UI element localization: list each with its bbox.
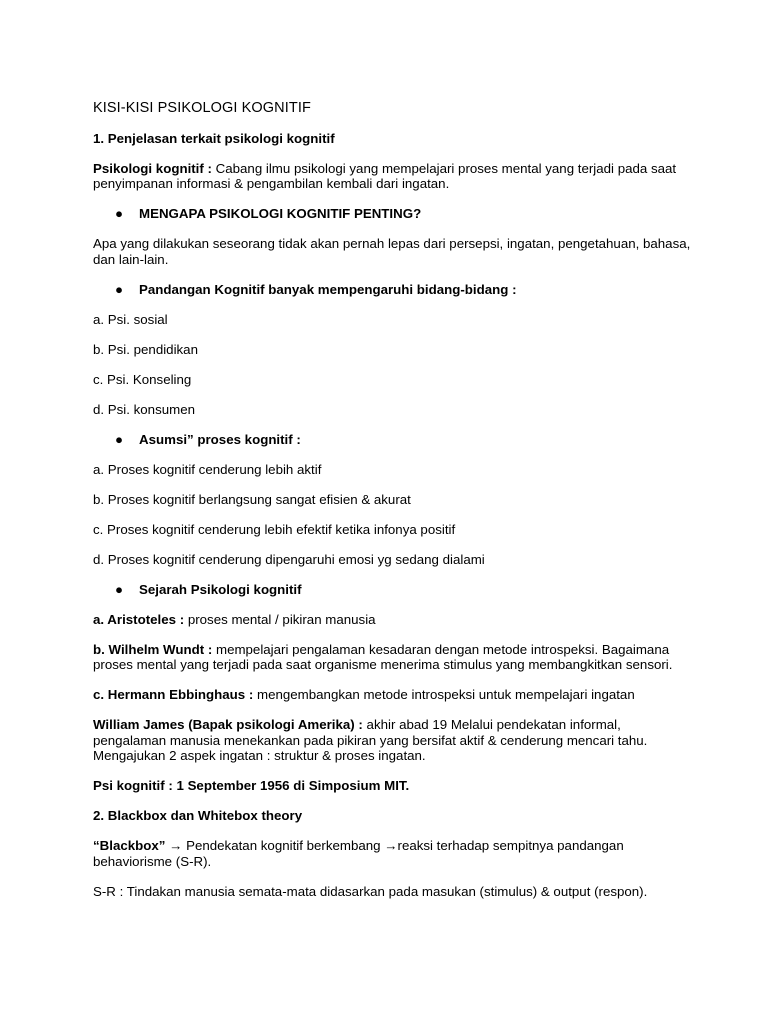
list-item: a. Proses kognitif cenderung lebih aktif [93, 461, 322, 477]
document-body [93, 101, 693, 914]
list-item: d. Proses kognitif cenderung dipengaruhi emosi yg sedang dialami [93, 551, 485, 567]
section-1-heading: 1. Penjelasan terkait psikologi kognitif [93, 130, 335, 146]
history-item-ebbinghaus: c. Hermann Ebbinghaus : mengembangkan metode introspeksi untuk mempelajari ingatan [93, 687, 635, 702]
list-item: b. Psi. pendidikan [93, 341, 198, 357]
bullet-assumptions: ● Asumsi” proses kognitif : [115, 431, 301, 447]
blackbox-text: → Pendekatan kognitif berkembang →reaksi terhadap sempitnya pandangan behaviorisme (S-R). [93, 838, 624, 869]
definition-paragraph [93, 161, 693, 192]
bullet-fields: ● Pandangan Kognitif banyak mempengaruhi bidang-bidang : [115, 281, 517, 297]
bullet-dot-icon: ● [115, 431, 124, 447]
why-important-text: Apa yang dilakukan seseorang tidak akan pernah lepas dari persepsi, ingatan, pengetahuan, bahasa, dan lain-lain. [93, 236, 691, 267]
list-item: c. Psi. Konseling [93, 371, 192, 387]
definition-term: Psikologi kognitif : [93, 160, 212, 176]
bullet-dot-icon: ● [115, 206, 124, 221]
bullet-dot-icon: ● [115, 281, 124, 297]
list-item: c. Proses kognitif cenderung lebih efektif ketika infonya positif [93, 521, 456, 537]
mit-line: Psi kognitif : 1 September 1956 di Simposium MIT. [93, 778, 410, 793]
sr-paragraph: S-R : Tindakan manusia semata-mata didasarkan pada masukan (stimulus) & output (respon). [93, 883, 648, 899]
section-2-heading: 2. Blackbox dan Whitebox theory [93, 808, 303, 823]
list-item: d. Psi. konsumen [93, 401, 195, 417]
definition-text: Cabang ilmu psikologi yang mempelajari proses mental yang terjadi pada saat penyimpanan informasi & pengambilan kembali dari ingatan. [93, 160, 677, 191]
bullet-why-important: ● MENGAPA PSIKOLOGI KOGNITIF PENTING? [115, 206, 422, 221]
bullet-history: ● Sejarah Psikologi kognitif [115, 581, 302, 597]
blackbox-paragraph [93, 838, 693, 869]
list-item: a. Psi. sosial [93, 311, 168, 327]
document-title: KISI-KISI PSIKOLOGI KOGNITIF [93, 100, 311, 116]
history-item-aristoteles: a. Aristoteles : proses mental / pikiran manusia [93, 611, 376, 627]
list-item: b. Proses kognitif berlangsung sangat efisien & akurat [93, 491, 411, 507]
bullet-dot-icon: ● [115, 581, 124, 597]
blackbox-label: “Blackbox” [93, 838, 166, 853]
history-item-wundt: b. Wilhelm Wundt : mempelajari pengalaman kesadaran dengan metode introspeksi. Bagaimana proses mental yang terjadi pada saat organisme menerima stimulus yang membangkitkan sensori. [93, 641, 673, 672]
history-item-james: William James (Bapak psikologi Amerika) : akhir abad 19 Melalui pendekatan informal, pengalaman manusia menekankan pada pikiran yang bersifat aktif & cenderung mencari tahu. Mengajukan 2 aspek ingatan : struktur & proses ingatan. [93, 717, 648, 763]
